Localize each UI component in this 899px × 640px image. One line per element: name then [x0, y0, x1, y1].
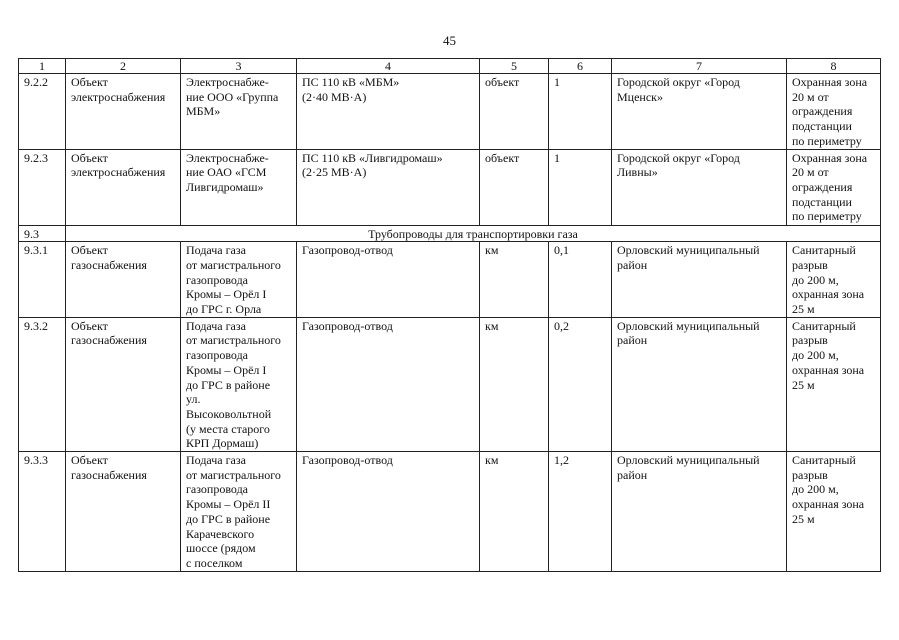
unit: объект — [480, 74, 549, 150]
quantity: 1 — [549, 74, 612, 150]
unit: км — [480, 317, 549, 451]
unit: км — [480, 452, 549, 572]
planning-table — [18, 58, 881, 572]
unit: объект — [480, 149, 549, 225]
zone: Охранная зона 20 м от ограждения подстанции по периметру — [787, 149, 881, 225]
location: Городской округ «Город Ливны» — [612, 149, 787, 225]
column-header: 5 — [480, 59, 549, 74]
row-number: 9.3.1 — [19, 242, 66, 318]
zone: Санитарный разрыв до 200 м, охранная зона 25 м — [787, 242, 881, 318]
quantity: 0,1 — [549, 242, 612, 318]
object-description: Газопровод-отвод — [297, 242, 480, 318]
zone: Охранная зона 20 м от ограждения подстанции по периметру — [787, 74, 881, 150]
quantity: 1 — [549, 149, 612, 225]
object-description: Газопровод-отвод — [297, 452, 480, 572]
table-row — [19, 149, 881, 225]
column-number-row — [19, 59, 881, 74]
unit: км — [480, 242, 549, 318]
section-row — [19, 225, 881, 242]
object-type: Объект газоснабжения — [66, 242, 181, 318]
column-header: 7 — [612, 59, 787, 74]
column-header: 6 — [549, 59, 612, 74]
page-number: 45 — [443, 33, 456, 48]
quantity: 1,2 — [549, 452, 612, 572]
object-description: ПС 110 кВ «Ливгидромаш» (2·25 МВ·А) — [297, 149, 480, 225]
zone: Санитарный разрыв до 200 м, охранная зона 25 м — [787, 452, 881, 572]
location: Орловский муниципальный район — [612, 242, 787, 318]
section-title: Трубопроводы для транспортировки газа — [66, 225, 881, 242]
table-row — [19, 452, 881, 572]
object-description: Газопровод-отвод — [297, 317, 480, 451]
column-header: 3 — [181, 59, 297, 74]
quantity: 0,2 — [549, 317, 612, 451]
location: Городской округ «Город Мценск» — [612, 74, 787, 150]
object-name: Подача газа от магистрального газопровода Кромы – Орёл II до ГРС в районе Карачевского шоссе (рядом с поселком — [181, 452, 297, 572]
row-number: 9.2.2 — [19, 74, 66, 150]
object-type: Объект электроснабжения — [66, 149, 181, 225]
object-name: Подача газа от магистрального газопровода Кромы – Орёл I до ГРС в районе ул. Высоковольтной (у места старого КРП Дормаш) — [181, 317, 297, 451]
location: Орловский муниципальный район — [612, 317, 787, 451]
row-number: 9.3.2 — [19, 317, 66, 451]
table-row — [19, 317, 881, 451]
column-header: 8 — [787, 59, 881, 74]
table-row — [19, 242, 881, 318]
object-name: Подача газа от магистрального газопровода Кромы – Орёл I до ГРС г. Орла — [181, 242, 297, 318]
object-name: Электроснабже- ние ООО «Группа МБМ» — [181, 74, 297, 150]
column-header: 2 — [66, 59, 181, 74]
table-row — [19, 74, 881, 150]
row-number: 9.3.3 — [19, 452, 66, 572]
section-number: 9.3 — [19, 225, 66, 242]
object-type: Объект газоснабжения — [66, 317, 181, 451]
object-description: ПС 110 кВ «МБМ» (2·40 МВ·А) — [297, 74, 480, 150]
location: Орловский муниципальный район — [612, 452, 787, 572]
column-header: 1 — [19, 59, 66, 74]
object-type: Объект газоснабжения — [66, 452, 181, 572]
zone: Санитарный разрыв до 200 м, охранная зона 25 м — [787, 317, 881, 451]
object-name: Электроснабже- ние ОАО «ГСМ Ливгидромаш» — [181, 149, 297, 225]
column-header: 4 — [297, 59, 480, 74]
row-number: 9.2.3 — [19, 149, 66, 225]
object-type: Объект электроснабжения — [66, 74, 181, 150]
